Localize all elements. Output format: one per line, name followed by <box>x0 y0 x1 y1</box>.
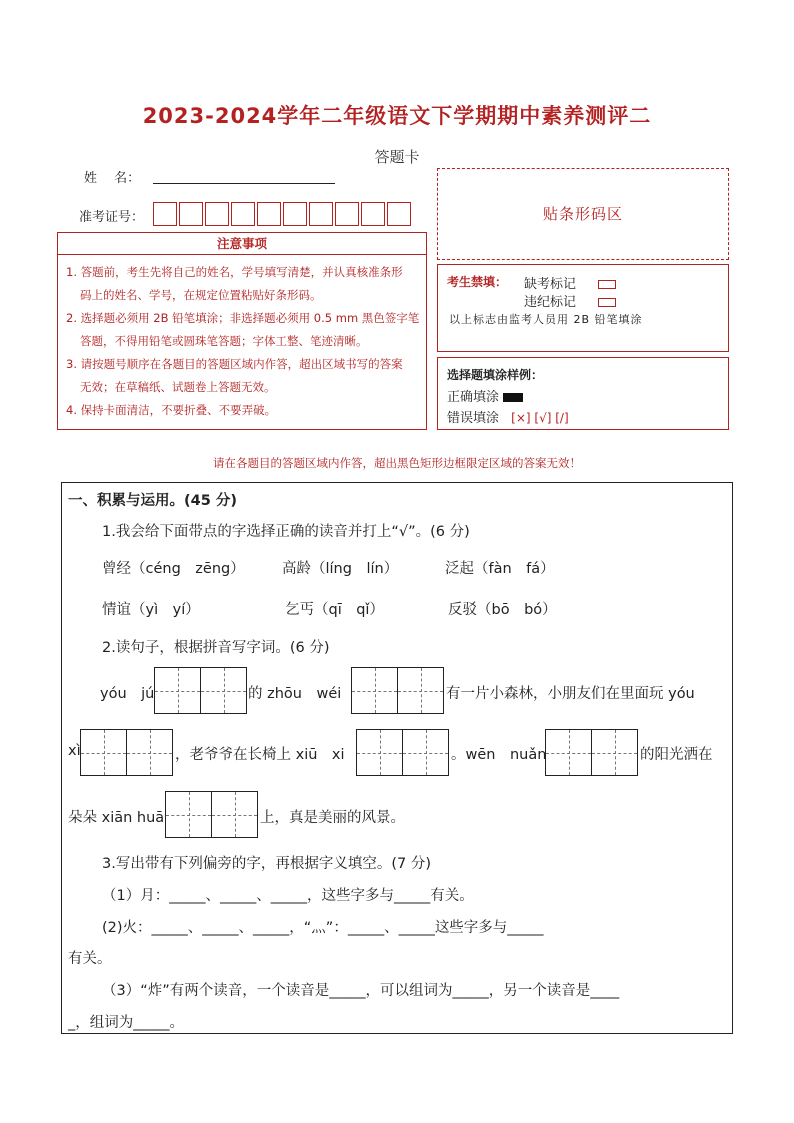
fill-sample-box <box>437 357 729 430</box>
notice-item: 1. 答题前，考生先将自己的姓名，学号填写清楚，并认真核准条形 <box>66 265 403 279</box>
q1-option[interactable]: 曾经（céng zēng） <box>102 561 245 577</box>
admission-digit-cell[interactable] <box>179 202 203 226</box>
notice-heading: 注意事项 <box>57 232 427 255</box>
admission-digit-cell[interactable] <box>387 202 411 226</box>
notice-item: 答题，不得用铅笔或圆珠笔答题；字体工整、笔迹清晰。 <box>80 334 368 348</box>
admission-number-label: 准考证号： <box>79 210 145 225</box>
filled-mark-icon <box>503 393 523 402</box>
barcode-area <box>437 168 729 260</box>
wrong-fill-marks: [×] [√] [/] <box>511 411 569 425</box>
admission-digit-cell[interactable] <box>231 202 255 226</box>
q3-line[interactable]: _，组词为_____。 <box>68 1015 184 1031</box>
name-field[interactable] <box>153 183 335 184</box>
q2-pinyin: xì <box>68 743 81 759</box>
writing-grid-cell[interactable] <box>200 667 247 714</box>
page-title: 2023-2024学年二年级语文下学期期中素养测评二 <box>142 104 652 128</box>
q2-sentence: 的阳光洒在 <box>640 747 713 763</box>
violation-label: 违纪标记 <box>524 295 577 310</box>
q2-pinyin: 的 zhōu wéi <box>248 686 342 702</box>
writing-grid-cell[interactable] <box>351 667 398 714</box>
q1-option[interactable]: 反驳（bō bó） <box>448 602 557 618</box>
admission-digit-cell[interactable] <box>309 202 333 226</box>
q1-option[interactable]: 情谊（yì yí） <box>102 602 200 618</box>
question-2-prompt: 2.读句子，根据拼音写字词。(6 分) <box>102 640 330 656</box>
writing-grid-cell[interactable] <box>211 791 258 838</box>
q3-line[interactable]: （1）月：_____、_____、_____，这些字多与_____有关。 <box>102 888 474 904</box>
notice-item: 无效；在草稿纸、试题卷上答题无效。 <box>80 380 276 394</box>
page-subtitle: 答题卡 <box>374 148 420 166</box>
examiner-only-label: 考生禁填： <box>447 275 508 289</box>
absent-checkbox[interactable] <box>598 280 616 289</box>
q2-pinyin: 朵朵 xiān huā <box>68 810 165 826</box>
q3-line[interactable]: (2)火：_____、_____、_____，“灬”：_____、_____这些字多与_____ <box>102 920 544 936</box>
writing-grid-cell[interactable] <box>591 729 638 776</box>
admission-number-grid[interactable] <box>153 202 415 227</box>
writing-grid-cell[interactable] <box>165 791 212 838</box>
admission-digit-cell[interactable] <box>153 202 177 226</box>
notice-item: 3. 请按题号顺序在各题目的答题区域内作答，超出区域书写的答案 <box>66 357 403 371</box>
q1-option[interactable]: 泛起（fàn fá） <box>445 561 555 577</box>
q3-line[interactable]: （3）“炸”有两个读音，一个读音是_____，可以组词为_____，另一个读音是____ <box>102 983 620 999</box>
correct-fill-row <box>447 386 523 405</box>
writing-grid-cell[interactable] <box>356 729 403 776</box>
writing-grid-cell[interactable] <box>402 729 449 776</box>
notice-item: 2. 选择题必须用 2B 铅笔填涂；非选择题必须用 0.5 mm 黑色签字笔 <box>66 311 420 325</box>
barcode-label: 贴条形码区 <box>542 205 623 223</box>
notice-item: 4. 保持卡面清洁，不要折叠、不要弄破。 <box>66 403 277 417</box>
question-3-prompt: 3.写出带有下列偏旁的字，再根据字义填空。(7 分) <box>102 856 431 872</box>
name-label: 姓 名： <box>84 171 141 186</box>
q2-sentence: ，老爷爷在长椅上 xiū xi <box>175 747 345 763</box>
absent-mark <box>524 273 616 292</box>
writing-grid-cell[interactable] <box>154 667 201 714</box>
wrong-fill-row <box>447 407 569 426</box>
wrong-fill-label: 错误填涂 <box>447 411 500 426</box>
writing-grid-cell[interactable] <box>545 729 592 776</box>
writing-grid-cell[interactable] <box>126 729 173 776</box>
admission-digit-cell[interactable] <box>257 202 281 226</box>
notice-item: 码上的姓名、学号，在规定位置粘贴好条形码。 <box>80 288 322 302</box>
q2-pinyin: 。wēn nuǎn <box>451 747 547 763</box>
writing-grid-cell[interactable] <box>397 667 444 714</box>
admission-digit-cell[interactable] <box>361 202 385 226</box>
q1-option[interactable]: 乞丐（qī qǐ） <box>285 602 384 618</box>
absent-label: 缺考标记 <box>524 277 577 292</box>
writing-grid-cell[interactable] <box>80 729 127 776</box>
question-1-prompt: 1.我会给下面带点的字选择正确的读音并打上“√”。(6 分) <box>102 524 470 540</box>
q2-sentence: 上，真是美丽的风景。 <box>260 810 405 826</box>
answer-area-warning: 请在各题目的答题区域内作答，超出黑色矩形边框限定区域的答案无效！ <box>213 456 581 470</box>
notice-body <box>57 255 427 430</box>
admission-digit-cell[interactable] <box>335 202 359 226</box>
q3-line: 有关。 <box>68 951 112 967</box>
examiner-note: 以上标志由监考人员用 2B 铅笔填涂 <box>449 313 643 326</box>
admission-digit-cell[interactable] <box>283 202 307 226</box>
section-heading: 一、积累与运用。(45 分) <box>68 493 237 509</box>
q2-pinyin: yóu jú <box>100 686 155 702</box>
violation-mark <box>524 291 616 310</box>
q1-option[interactable]: 高龄（líng lín） <box>282 561 399 577</box>
fill-sample-heading: 选择题填涂样例： <box>447 368 544 382</box>
q2-sentence: 有一片小森林，小朋友们在里面玩 yóu <box>446 686 695 702</box>
admission-digit-cell[interactable] <box>205 202 229 226</box>
violation-checkbox[interactable] <box>598 298 616 307</box>
examiner-only-box <box>437 264 729 352</box>
correct-fill-label: 正确填涂 <box>447 390 500 405</box>
